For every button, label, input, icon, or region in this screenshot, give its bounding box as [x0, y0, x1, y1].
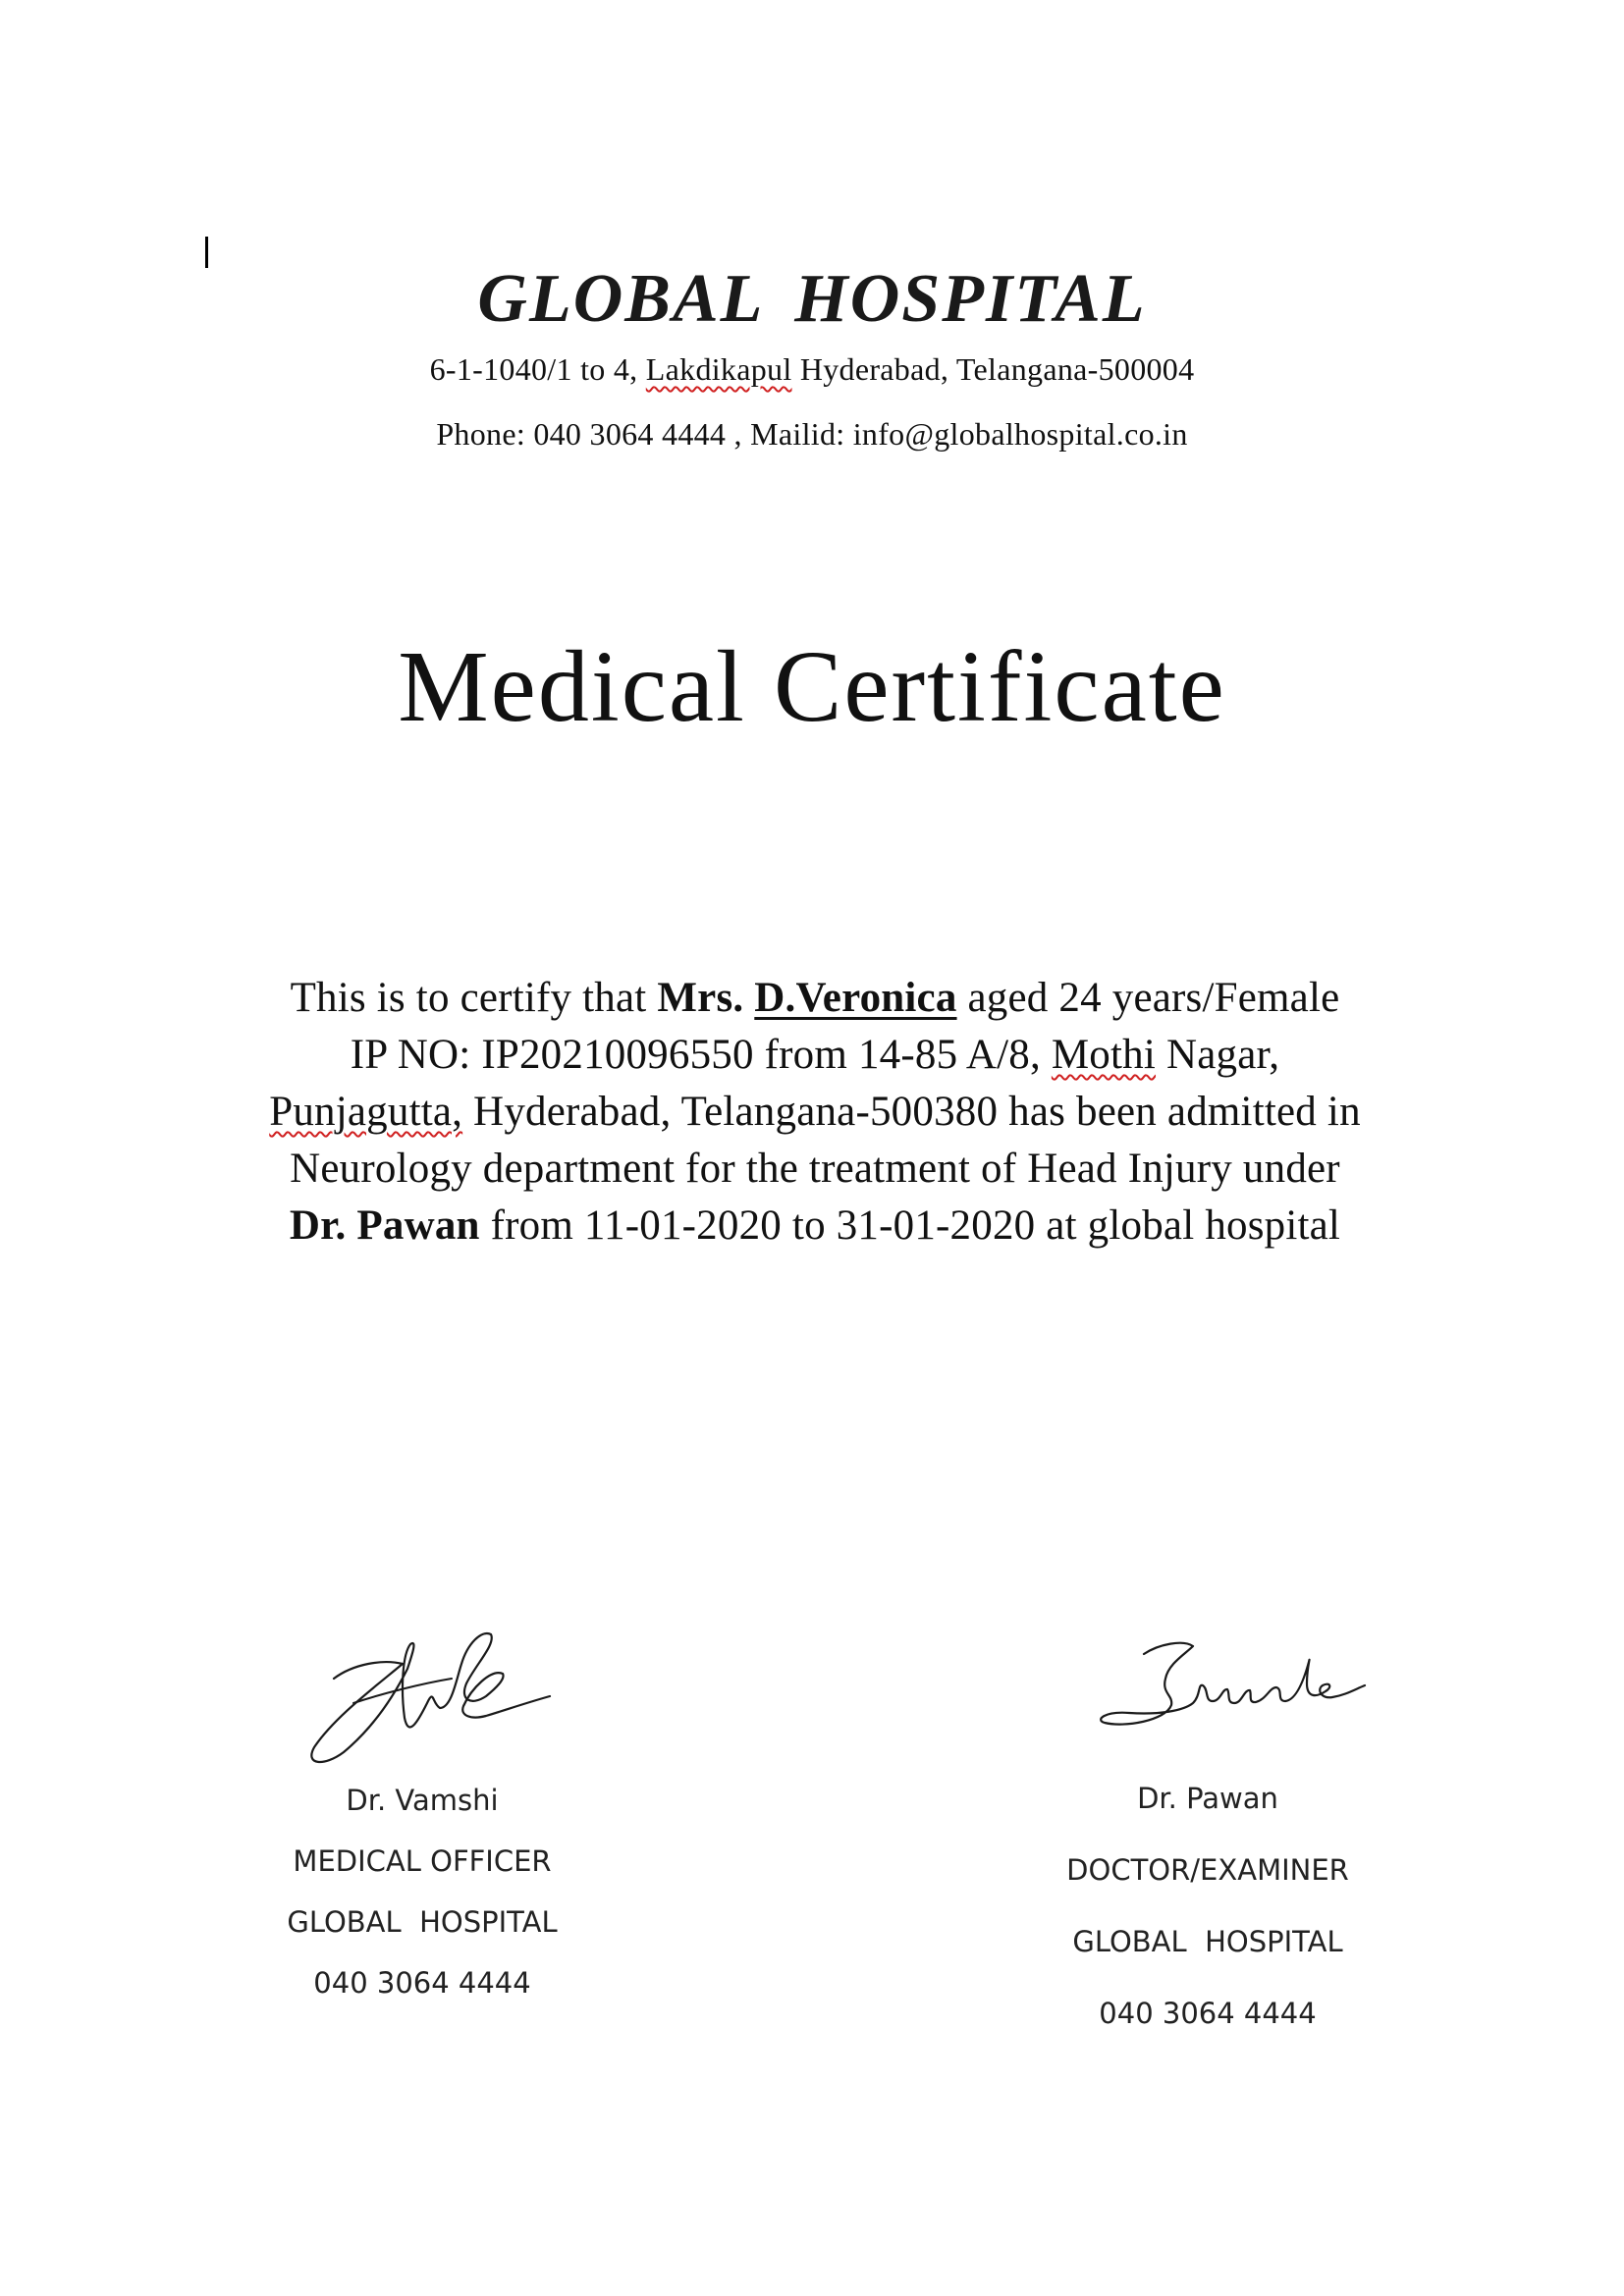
treating-doctor: Dr. Pawan — [289, 1202, 480, 1249]
address-prefix: 6-1-1040/1 to 4, — [429, 351, 646, 387]
signatory-org: GLOBAL HOSPITAL — [287, 1905, 558, 1939]
ip-label: IP NO: — [350, 1032, 482, 1078]
signatory-role: MEDICAL OFFICER — [293, 1844, 552, 1878]
salutation: Mrs. — [657, 975, 755, 1021]
ip-number: IP20210096550 — [481, 1032, 754, 1078]
signature-pawan — [1075, 1625, 1370, 1752]
signatory-role: DOCTOR/EXAMINER — [1066, 1853, 1349, 1887]
age-gender: aged 24 years/Female — [956, 975, 1340, 1021]
document-title: Medical Certificate — [398, 630, 1226, 743]
intro-text: This is to certify that — [290, 975, 658, 1021]
certificate-body — [177, 970, 1453, 1255]
admission-period: from 11-01-2020 to 31-01-2020 at global hospital — [479, 1202, 1341, 1249]
patient-name: D.Veronica — [754, 975, 957, 1021]
address-part-1: from 14-85 A/8, — [753, 1032, 1052, 1078]
signatory-vamshi — [226, 1784, 619, 2000]
signatory-phone: 040 3064 4444 — [313, 1966, 531, 2000]
hospital-contact: Phone: 040 3064 4444 , Mailid: info@globalhospital.co.in — [436, 416, 1188, 452]
address-locality: Lakdikapul — [645, 351, 792, 387]
address-suffix: Hyderabad, Telangana-500004 — [791, 351, 1195, 387]
signatory-pawan — [1011, 1782, 1404, 2030]
signatory-name: Dr. Vamshi — [346, 1784, 499, 1817]
hospital-address — [0, 351, 1624, 388]
department-line: Neurology department for the treatment of Head Injury under — [290, 1146, 1340, 1192]
address-word-punjagutta: Punjagutta, — [269, 1089, 463, 1135]
address-part-2: Nagar, — [1156, 1032, 1280, 1078]
signatory-phone: 040 3064 4444 — [1099, 1997, 1317, 2030]
signature-vamshi — [295, 1610, 579, 1777]
address-word-mothi: Mothi — [1051, 1032, 1157, 1078]
signatory-org: GLOBAL HOSPITAL — [1072, 1925, 1343, 1958]
address-rest: Hyderabad, Telangana-500380 has been admitted in — [462, 1089, 1361, 1135]
hospital-name: GLOBAL HOSPITAL — [477, 261, 1147, 337]
signatory-name: Dr. Pawan — [1137, 1782, 1278, 1815]
